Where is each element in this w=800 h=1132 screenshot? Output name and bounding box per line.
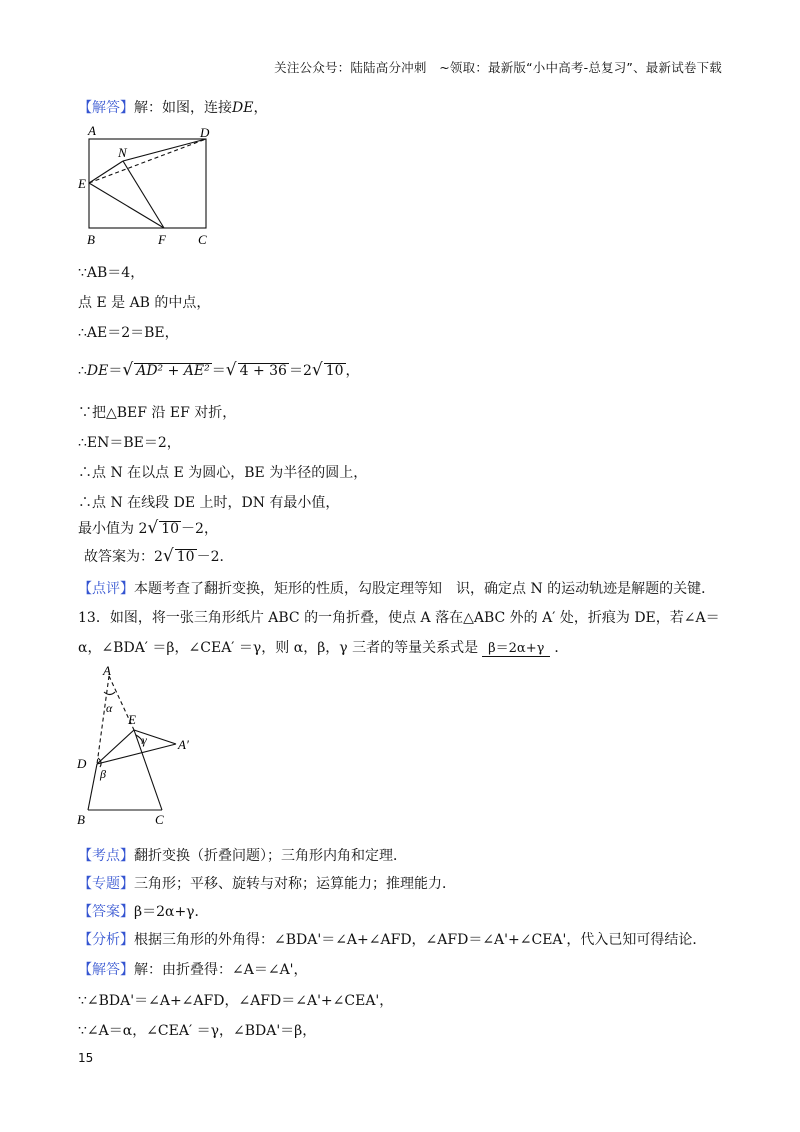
step-9-min-value: 最小值为 2√ 10 －2， [78,518,218,538]
label-gamma: γ [142,733,147,747]
step-4-de-formula: ∴DE＝√ AD² + AE² ＝√ 4 + 36 ＝2√ 10 ， [78,360,360,380]
step-6: ∴EN＝BE＝2， [78,435,181,451]
label-D: D [77,756,87,771]
label-C: C [198,232,207,247]
step-5: ∵把△BEF 沿 EF 对折， [78,405,237,421]
label-F: F [158,232,166,247]
step-7: ∴点 N 在以点 E 为圆心，BE 为半径的圆上， [78,465,368,481]
label-N: N [118,145,127,160]
label-A: A [88,123,96,138]
rectangle-fold-figure [78,122,228,250]
jieda: 【解答】解：由折叠得：∠A＝∠A'， [78,962,308,978]
solution-intro: 【解答】解：如图，连接DE， [78,100,268,116]
label-B: B [87,232,95,247]
jieda-step-2: ∵∠A＝α，∠CEA′ ＝γ，∠BDA'＝β， [78,1023,317,1039]
answer-blank: β＝2α+γ [482,637,550,657]
answer-tag: 【解答】 [78,100,134,116]
label-A: A [103,664,111,678]
comment-12: 【点评】本题考查了翻折变换，矩形的性质，勾股定理等知 识，确定点 N 的运动轨迹是解题的关键． [78,581,716,597]
fenxi: 【分析】根据三角形的外角得：∠BDA'＝∠A+∠AFD，∠AFD＝∠A'+∠CEA'，代入已知可得结论． [78,932,707,948]
jieda-step-1: ∵∠BDA'＝∠A+∠AFD，∠AFD＝∠A'+∠CEA'， [78,993,394,1009]
triangle-fold-figure [74,664,214,829]
step-3: ∴AE＝2＝BE， [78,325,179,341]
label-beta: β [100,767,106,781]
daan: 【答案】β＝2α+γ． [78,904,209,920]
label-B: B [77,812,85,827]
step-1: ∵AB＝4， [78,265,145,281]
label-E: E [78,176,86,191]
question-13-line-2: α，∠BDA′ ＝β，∠CEA′ ＝γ，则 α，β，γ 三者的等量关系式是 β＝2α+γ ． [78,637,568,657]
step-8: ∴点 N 在线段 DE 上时，DN 有最小值， [78,495,340,511]
label-D: D [200,125,210,140]
page-number: 15 [78,1051,94,1065]
label-alpha: α [106,701,113,715]
kaodian: 【考点】翻折变换（折叠问题）；三角形内角和定理． [78,848,407,864]
zhuanti: 【专题】三角形；平移、旋转与对称；运算能力；推理能力． [78,876,456,892]
label-E: E [128,712,136,727]
label-A-prime: A′ [178,737,189,752]
step-2: 点 E 是 AB 的中点， [78,295,211,311]
question-13-line-1: 13．如图，将一张三角形纸片 ABC 的一角折叠，使点 A 落在△ABC 外的 A′ 处，折痕为 DE，若∠A＝ [78,610,720,626]
label-C: C [155,812,164,827]
final-answer-12: 故答案为：2√ 10 －2． [84,546,234,566]
page-header: 关注公众号：陆陆高分冲刺 ~领取：最新版“小中高考-总复习”、最新试卷下载 [274,60,722,75]
